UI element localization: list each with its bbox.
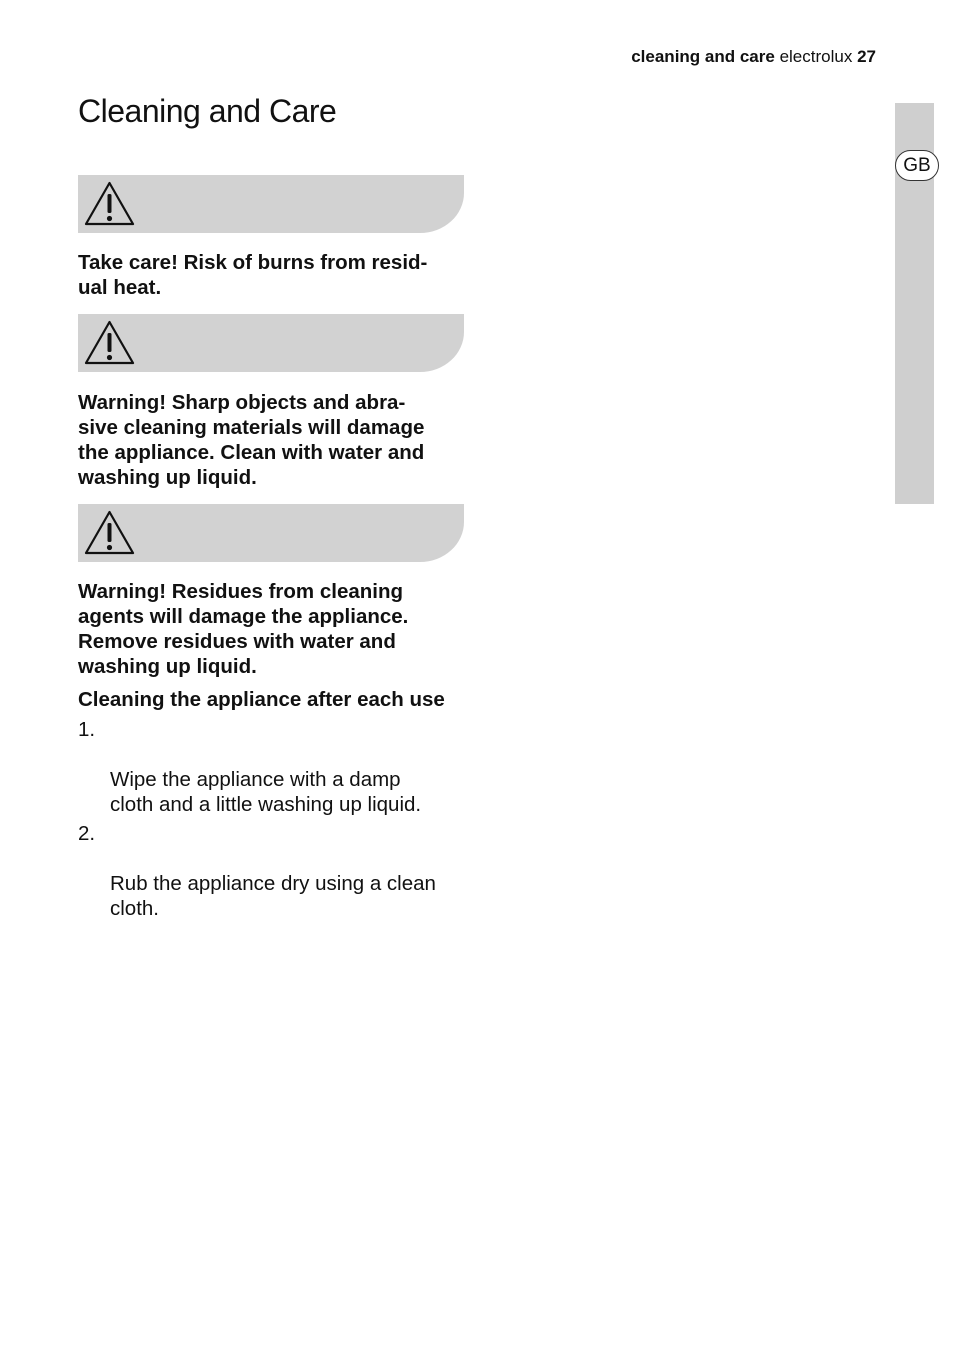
- page-number: 27: [857, 47, 876, 66]
- warning-triangle-icon: [83, 180, 136, 228]
- header-section-title: cleaning and care: [631, 47, 775, 66]
- step-number: 1.: [78, 718, 96, 741]
- header-brand: electrolux: [779, 47, 853, 66]
- warning-text: Warning! Sharp objects and abra- sive cleaning materials will damage the appliance. Clean with water and washing up liquid.: [78, 391, 425, 489]
- step-number: 2.: [78, 822, 96, 845]
- warning-triangle-icon: [83, 509, 136, 557]
- warning-bar: [78, 175, 464, 233]
- section-heading: Cleaning the appliance after each use: [78, 688, 445, 711]
- warning-bar: [78, 314, 464, 372]
- list-item: [78, 821, 478, 921]
- warning-text: Take care! Risk of burns from resid- ual heat.: [78, 251, 428, 299]
- warning-bar: [78, 504, 464, 562]
- page-title: Cleaning and Care: [78, 93, 337, 129]
- warning-triangle-icon: [83, 319, 136, 367]
- list-item: [78, 717, 478, 817]
- warning-text: Warning! Residues from cleaning agents will damage the appliance. Remove residues with water and washing up liquid.: [78, 580, 409, 678]
- running-header: [631, 47, 876, 67]
- step-text: Rub the appliance dry using a clean cloth.: [110, 872, 436, 920]
- steps-list: [78, 717, 478, 925]
- step-text: Wipe the appliance with a damp cloth and a little washing up liquid.: [110, 768, 422, 816]
- language-badge: GB: [895, 150, 939, 181]
